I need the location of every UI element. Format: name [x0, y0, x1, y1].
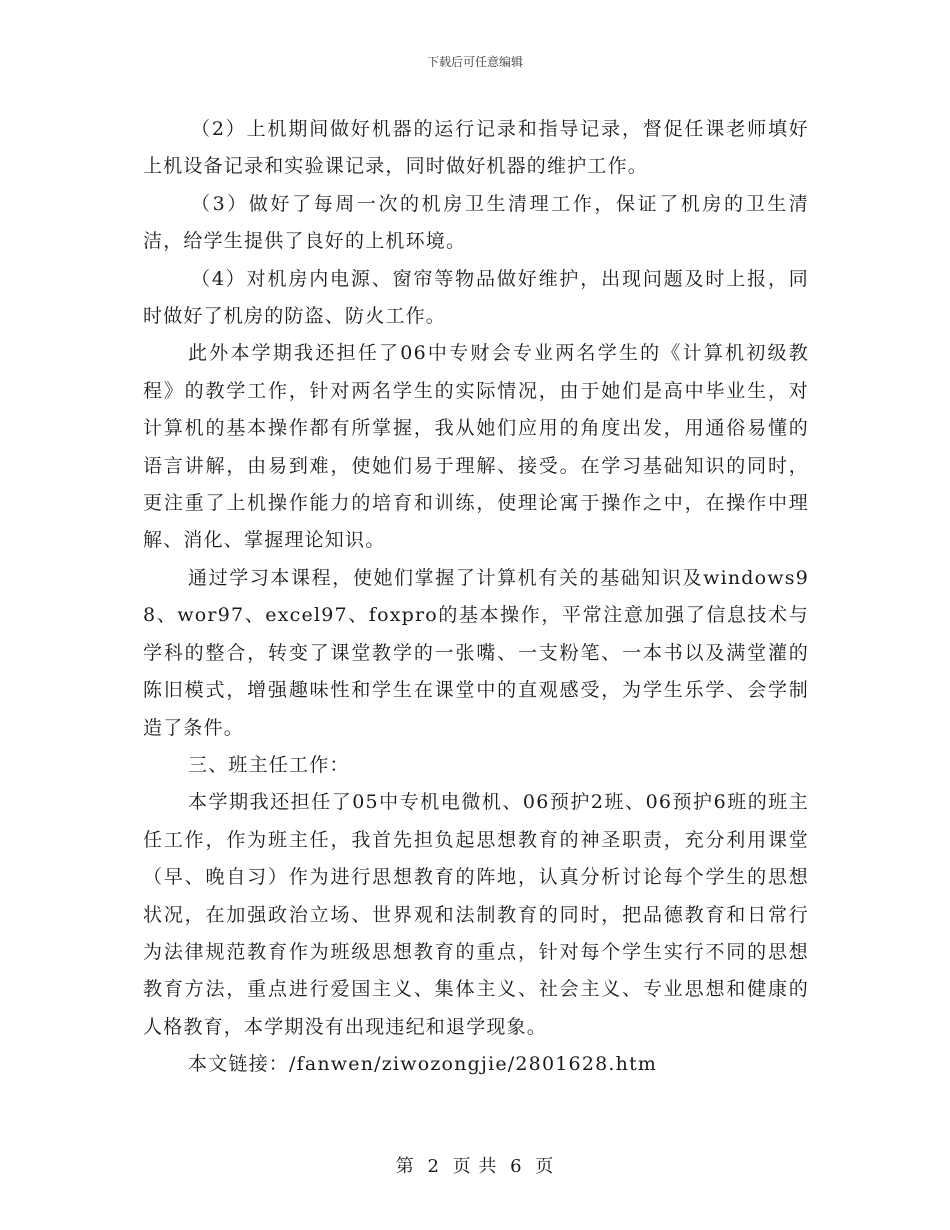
page-footer	[0, 1152, 950, 1178]
article-link: 本文链接：/fanwen/ziwozongjie/2801628.htm	[188, 1053, 658, 1076]
footer-prefix: 第	[395, 1156, 415, 1177]
paragraph-class-teacher-work: 本学期我还担任了05中专机电微机、06预护2班、06预护6班的班主任工作，作为班主任，我首先担负起思想教育的神圣职责，充分利用课堂（早、晚自习）作为进行思想教育的阵地，认真分析讨论每个学生的思想状况，在加强政治立场、世界观和法制教育的同时，把品德教育和日常行为法律规范教育作为班级思想教育的重点，针对每个学生实行不同的思想教育方法，重点进行爱国主义、集体主义、社会主义、专业思想和健康的人格教育，本学期没有出现违纪和退学现象。	[143, 791, 809, 1038]
footer-total-pages: 6	[510, 1156, 523, 1177]
paragraph-item-2: （2）上机期间做好机器的运行记录和指导记录，督促任课老师填好上机设备记录和实验课记录，同时做好机器的维护工作。	[143, 118, 809, 178]
footer-middle: 页 共	[452, 1156, 498, 1177]
page-header: 下载后可任意编辑	[426, 55, 523, 69]
paragraph-item-3: （3）做好了每周一次的机房卫生清理工作，保证了机房的卫生清洁，给学生提供了良好的上机环境。	[143, 192, 809, 253]
paragraph-course-result: 通过学习本课程，使她们掌握了计算机有关的基础知识及windows98、wor97、excel97、foxpro的基本操作，平常注意加强了信息技术与学科的整合，转变了课堂教学的一张嘴、一支粉笔、一本书以及满堂灌的陈旧模式，增强趣味性和学生在课堂中的直观感受，为学生乐学、会学制造了条件。	[143, 566, 809, 739]
paragraph-item-4: （4）对机房内电源、窗帘等物品做好维护，出现问题及时上报，同时做好了机房的防盗、防火工作。	[143, 267, 809, 328]
footer-page-number: 2	[427, 1156, 440, 1177]
document-body	[143, 111, 809, 1084]
section-heading-class-teacher: 三、班主任工作：	[188, 753, 350, 776]
footer-suffix: 页	[535, 1156, 555, 1177]
paragraph-course-teaching: 此外本学期我还担任了06中专财会专业两名学生的《计算机初级教程》的教学工作，针对两名学生的实际情况，由于她们是高中毕业生，对计算机的基本操作都有所掌握，我从她们应用的角度出发，用通俗易懂的语言讲解，由易到难，使她们易于理解、接受。在学习基础知识的同时，更注重了上机操作能力的培育和训练，使理论寓于操作之中，在操作中理解、消化、掌握理论知识。	[143, 342, 809, 552]
